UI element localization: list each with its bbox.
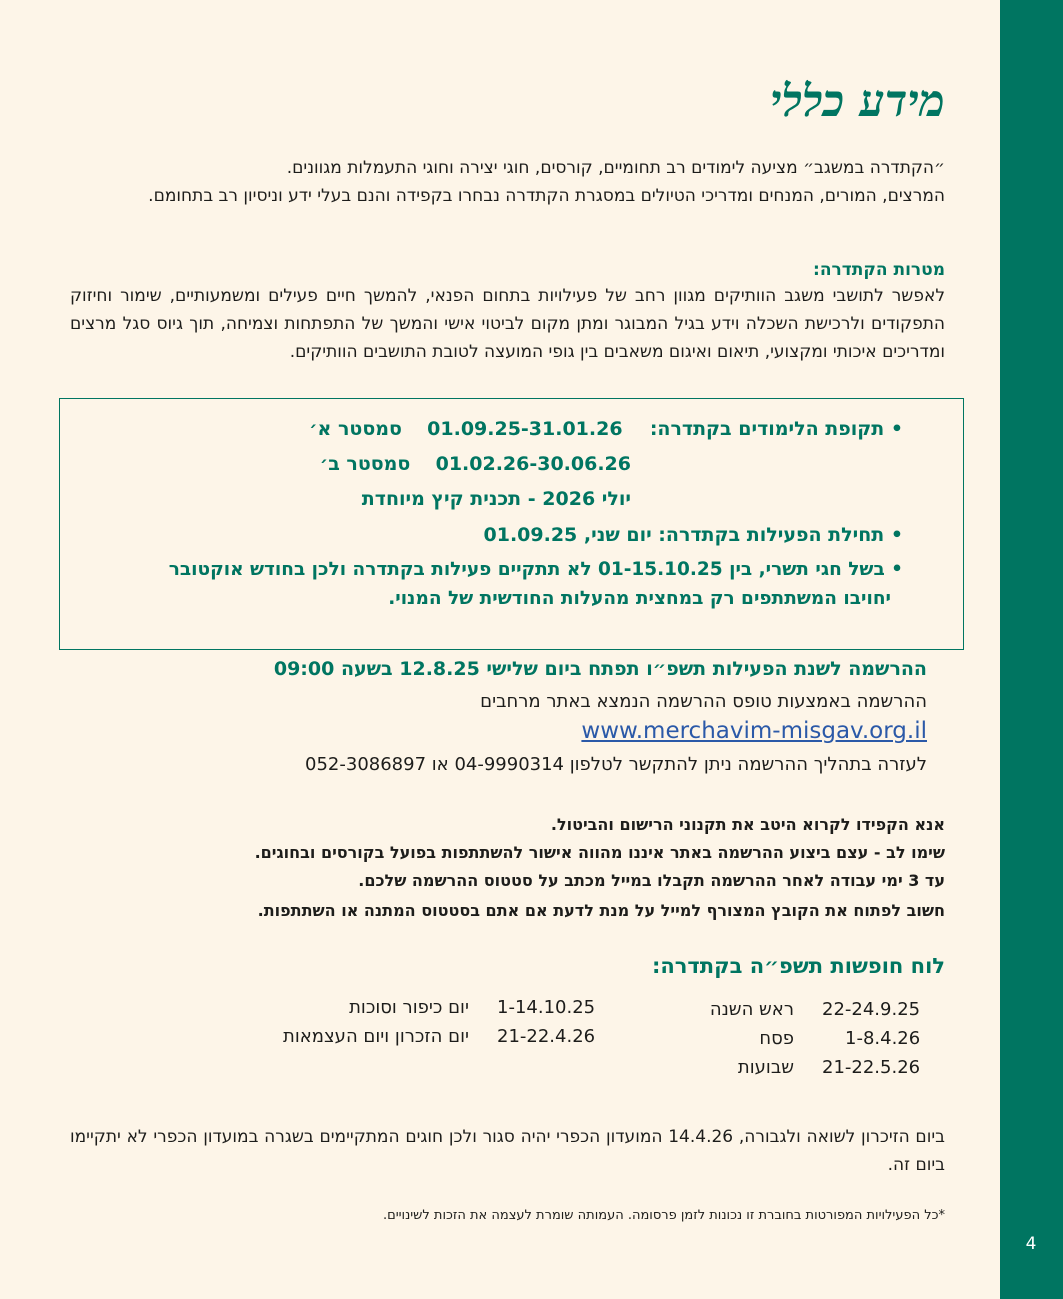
side-band [1000, 0, 1063, 1299]
goals-text: לאפשר לתושבי משגב הוותיקים מגוון רחב של פעילויות בתחום הפנאי, להמשך חיים פעילים ומשמעותיים, שימור וחיזוק התפקודים ולרכישת השכלה וידע בגיל המבוגר ומתן מקום לביטוי אישי והמשך של התפתחות וצמיחה, תוך גיוס סגל מרצים ומדריכים איכותי ומקצועי, תיאום ואיגום משאבים בין גופי המועצה לטובת התושבים הוותיקים. [70, 286, 945, 362]
merchavim-link[interactable]: www.merchavim-misgav.org.il [581, 718, 927, 744]
vacation-name: יום כיפור וסוכות [349, 997, 469, 1018]
memorial-note: ביום הזיכרון לשואה ולגבורה, 14.4.26 המועדון הכפרי יהיה סגור ולכן חוגים המתקיימים בשגרה במועדון הכפרי לא יתקיימו ביום זה. [70, 1127, 945, 1175]
vacation-name: ראש השנה [709, 999, 794, 1020]
sem-a-label: סמסטר א׳ [309, 418, 402, 440]
holidays-row-1: • בשל חגי תשרי, בין 01-15.10.25 לא תתקיים פעילות בקתדרה ולכן בחודש אוקטובר [168, 559, 903, 580]
vacation-dates: 21-22.4.26 [497, 1026, 596, 1047]
summer-row: יולי 2026 - תכנית קיץ מיוחדת [361, 488, 631, 510]
sem-a-dates: 01.09.25-31.01.26 [427, 418, 623, 440]
vacations-heading: לוח חופשות תשפ״ה בקתדרה: [651, 954, 945, 978]
vacation-dates: 22-24.9.25 [822, 999, 921, 1020]
vacation-dates: 1-8.4.26 [845, 1028, 921, 1049]
note-4: חשוב לפתוח את הקובץ המצורף למייל על מנת לדעת אם אתם בסטטוס המתנה או השתתפות. [257, 901, 945, 920]
registration-help: לעזרה בתהליך ההרשמה ניתן להתקשר לטלפון 04-9990314 או 052-3086897 [305, 754, 927, 775]
note-2: שימו לב - עצם ביצוע ההרשמה באתר איננו מהווה אישור להשתתפות בפועל בקורסים ובחוגים. [254, 843, 945, 862]
note-3: עד 3 ימי עבודה לאחר ההרשמה תקבלו במייל מכתב על סטטוס ההרשמה שלכם. [358, 871, 945, 890]
goals-heading: מטרות הקתדרה: [813, 260, 945, 280]
period-row [309, 418, 903, 440]
sem-b-row [320, 453, 631, 475]
holidays-row-2: יחויבו המשתתפים רק במחצית מהעלות החודשית של המנוי. [388, 588, 891, 609]
registration-line: ההרשמה באמצעות טופס ההרשמה הנמצא באתר מרחבים [480, 691, 927, 712]
intro-line-1: ״הקתדרה במשגב״ מציעה לימודים רב תחומיים, קורסים, חוגי יצירה וחוגי התעמלות מגוונים. [286, 158, 945, 178]
page-title: מידע כללי [770, 76, 945, 127]
period-label: • תקופת הלימודים בקתדרה: [649, 418, 903, 440]
vacation-name: פסח [759, 1028, 794, 1049]
registration-heading: ההרשמה לשנת הפעילות תשפ״ו תפתח ביום שלישי 12.8.25 בשעה 09:00 [273, 658, 927, 680]
page-number: 4 [1025, 1234, 1037, 1254]
vacation-name: יום הזכרון ויום העצמאות [283, 1026, 469, 1047]
vacation-name: שבועות [737, 1057, 794, 1078]
intro-line-2: המרצים, המורים, המנחים ומדריכי הטיולים במסגרת הקתדרה נבחרו בקפידה והנם בעלי ידע וניסיון רב בתחומם. [148, 186, 945, 206]
start-row: • תחילת הפעילות בקתדרה: יום שני, 01.09.25 [483, 524, 903, 546]
sem-b-label: סמסטר ב׳ [319, 453, 411, 475]
vacation-dates: 21-22.5.26 [822, 1057, 921, 1078]
sem-b-dates: 01.02.26-30.06.26 [435, 453, 631, 475]
registration-link-row [581, 718, 927, 744]
vacation-dates: 1-14.10.25 [497, 997, 596, 1018]
footnote: *כל הפעילויות המפורטות בחוברת זו נכונות לזמן פרסומה. העמותה שומרת לעצמה את הזכות לשינויים. [382, 1208, 945, 1223]
intro-text [70, 154, 945, 210]
note-1: אנא הקפידו לקרוא היטב את תקנוני הרישום והביטול. [550, 815, 945, 834]
